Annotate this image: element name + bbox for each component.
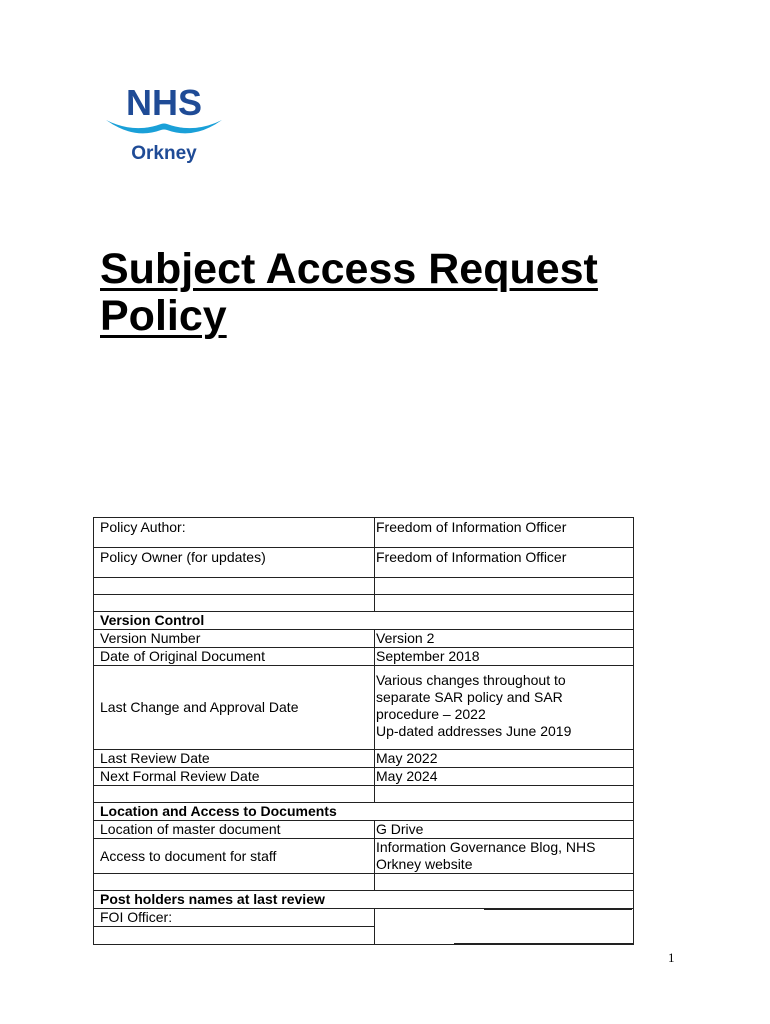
nhs-orkney-logo [104, 84, 224, 164]
empty-cell [94, 595, 375, 612]
table-row [94, 803, 634, 821]
policy-author-value: Freedom of Information Officer [375, 518, 634, 548]
empty-cell [375, 874, 634, 891]
table-row-empty [94, 595, 634, 612]
foi-officer-label: FOI Officer: [94, 909, 375, 927]
table-row [94, 630, 634, 648]
empty-cell [94, 927, 375, 945]
staff-access-label: Access to document for staff [94, 839, 375, 874]
table-row [94, 768, 634, 786]
divider-line [454, 943, 634, 944]
logo-nhs-text: NHS [125, 84, 203, 123]
master-location-label: Location of master document [94, 821, 375, 839]
table-row [94, 839, 634, 874]
table-row-empty [94, 786, 634, 803]
empty-cell [375, 786, 634, 803]
next-review-label: Next Formal Review Date [94, 768, 375, 786]
document-control-table [93, 517, 634, 945]
last-change-line: Up-dated addresses June 2019 [376, 723, 572, 739]
version-number-label: Version Number [94, 630, 375, 648]
version-number-value: Version 2 [375, 630, 634, 648]
title-line-2: Policy [100, 292, 227, 340]
table-row-empty [94, 874, 634, 891]
empty-cell [94, 786, 375, 803]
policy-owner-label: Policy Owner (for updates) [94, 548, 375, 578]
empty-cell [375, 578, 634, 595]
page-number: 1 [668, 950, 675, 965]
last-review-value: May 2022 [375, 750, 634, 768]
original-date-label: Date of Original Document [94, 648, 375, 666]
last-review-label: Last Review Date [94, 750, 375, 768]
last-change-line: procedure – 2022 [376, 706, 486, 722]
location-heading: Location and Access to Documents [94, 803, 634, 821]
nhs-logo-graphic [104, 84, 224, 164]
master-location-value: G Drive [375, 821, 634, 839]
table-row-empty [94, 927, 634, 945]
table-row [94, 750, 634, 768]
version-control-heading: Version Control [94, 612, 634, 630]
foi-officer-value [375, 909, 634, 927]
empty-cell [94, 874, 375, 891]
empty-cell [375, 927, 634, 945]
policy-owner-value: Freedom of Information Officer [375, 548, 634, 578]
table-row [94, 821, 634, 839]
document-title [100, 246, 700, 340]
logo-orkney-text: Orkney [131, 143, 197, 164]
last-change-label: Last Change and Approval Date [94, 666, 375, 750]
table-row [94, 666, 634, 750]
divider-line [484, 909, 632, 910]
staff-access-line: Information Governance Blog, NHS [376, 839, 596, 855]
table-row [94, 909, 634, 927]
policy-author-label: Policy Author: [94, 518, 375, 548]
empty-cell [94, 578, 375, 595]
staff-access-value [375, 839, 634, 874]
last-change-line: separate SAR policy and SAR [376, 689, 563, 705]
next-review-value: May 2024 [375, 768, 634, 786]
empty-cell [375, 595, 634, 612]
last-change-line: Various changes throughout to [376, 672, 566, 688]
title-line-1: Subject Access Request [100, 245, 598, 293]
table-row [94, 648, 634, 666]
table-row [94, 518, 634, 548]
table-row [94, 612, 634, 630]
original-date-value: September 2018 [375, 648, 634, 666]
table-row [94, 891, 634, 909]
table-row [94, 548, 634, 578]
table-row-empty [94, 578, 634, 595]
last-change-value [375, 666, 634, 750]
staff-access-line: Orkney website [376, 856, 473, 872]
post-holders-heading: Post holders names at last review [94, 891, 634, 909]
